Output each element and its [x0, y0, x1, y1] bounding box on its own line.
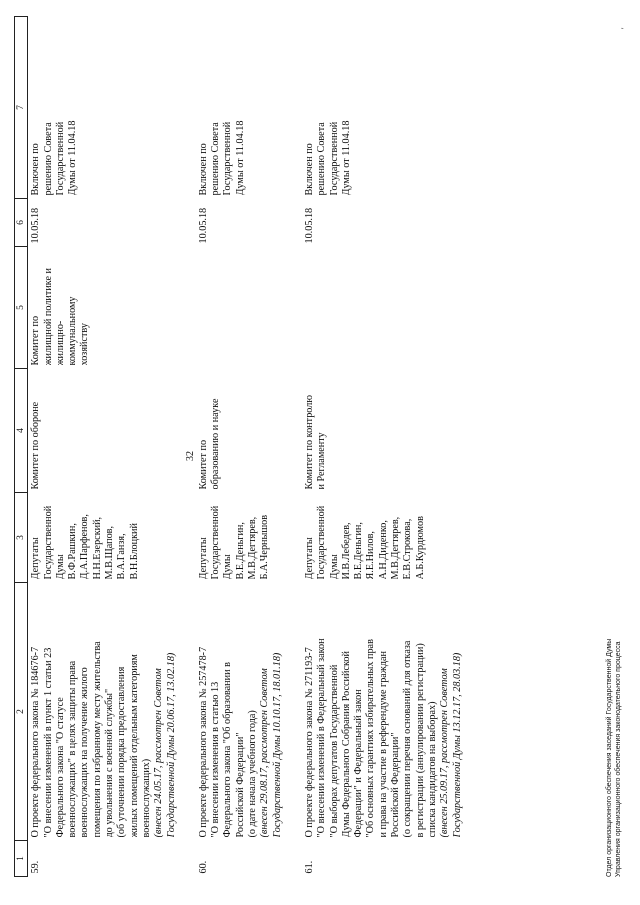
- item-number: 61.: [303, 860, 315, 874]
- initiator-line: Д.А.Парфенов,: [79, 514, 91, 580]
- note-line: Думы от 11.04.18: [340, 120, 352, 196]
- initiator-line: В.Н.Блоцкий: [128, 523, 140, 580]
- initiator-line: Государственной: [42, 505, 54, 580]
- bill-text-line: Российской Федерации": [234, 732, 246, 838]
- committee-line: Комитет по обороне: [30, 401, 42, 490]
- bill-description: [292, 583, 472, 841]
- bill-text-line: Федерации" и Федеральный закон: [353, 689, 365, 838]
- initiator-line: А.Н.Диденко,: [377, 520, 389, 580]
- bill-status-line: (внесен 24.05.17, рассмотрен Советом: [153, 668, 165, 838]
- initiator-line: И.В.Лебедев,: [340, 522, 352, 580]
- coexec-line: коммунальному: [67, 296, 79, 366]
- column-header: 1: [15, 841, 28, 877]
- note-line: решению Совета: [210, 122, 222, 196]
- initiators: [186, 493, 292, 583]
- consideration-date: 10.05.18: [30, 207, 42, 244]
- note-line: Думы от 11.04.18: [234, 120, 246, 196]
- note: [292, 17, 472, 199]
- initiator-line: Думы: [328, 554, 340, 580]
- co-executor-committee: [28, 247, 186, 369]
- note-line: Государственной: [222, 121, 234, 196]
- bill-text-line: (об уточнении порядка предоставления: [116, 666, 128, 838]
- bill-text-line: Федерального закона "Об образовании в: [222, 662, 234, 838]
- bill-text-line: "Об основных гарантиях избирательных прав: [365, 639, 377, 838]
- initiator-line: Государственной: [316, 505, 328, 580]
- bill-text-line: военнослужащих): [140, 758, 152, 838]
- column-header: 7: [15, 17, 28, 199]
- initiator-line: Думы: [222, 554, 234, 580]
- item-number: 60.: [197, 860, 209, 874]
- agenda-row: [186, 17, 292, 877]
- initiator-line: В.А.Ганзя,: [116, 533, 128, 580]
- bill-text-line: в регистрации (аннулировании регистрации): [414, 643, 426, 838]
- coexec-line: жилищно-: [54, 320, 66, 366]
- responsible-committee: [292, 369, 472, 493]
- note-line: решению Совета: [316, 122, 328, 196]
- bill-text-line: О проекте федерального закона № 271193-7: [303, 647, 315, 838]
- initiator-line: Б.А.Чернышов: [259, 514, 271, 580]
- initiators: [292, 493, 472, 583]
- initiator-line: М.В.Щапов,: [104, 525, 116, 580]
- coexec-line: жилищной политике и: [42, 268, 54, 366]
- column-header: 4: [15, 369, 28, 493]
- consideration-date: 10.05.18: [197, 207, 209, 244]
- committee-line: Комитет по контролю: [303, 395, 315, 490]
- column-header: 6: [15, 199, 28, 247]
- column-header: 5: [15, 247, 28, 369]
- initiator-line: В.Е.Деньгин,: [353, 522, 365, 580]
- column-header: 2: [15, 583, 28, 841]
- bill-description: [186, 583, 292, 841]
- bill-text-line: "О внесении изменения в статью 13: [210, 681, 222, 838]
- coexec-line: хозяйству: [79, 323, 91, 366]
- bill-status-line: Государственной Думы 10.10.17, 18.01.18): [271, 652, 283, 838]
- column-header-row: [15, 17, 28, 877]
- bill-text-line: "О внесении изменений в Федеральный закон: [316, 638, 328, 838]
- note-line: решению Совета: [42, 122, 54, 196]
- initiator-line: М.В.Дегтярев,: [247, 516, 259, 580]
- bill-text-line: (о дате начала учебного года): [247, 710, 259, 838]
- initiator-line: Депутаты: [197, 537, 209, 580]
- bill-text-line: О проекте федерального закона № 184676-7: [30, 646, 42, 838]
- bill-status-line: Государственной Думы 13.12.17, 28.03.18): [451, 652, 463, 838]
- committee-line: Комитет по: [197, 439, 209, 490]
- bill-status-line: (внесен 29.08.17, рассмотрен Советом: [259, 668, 271, 838]
- bill-text-line: Думы Федерального Собрания Российской: [340, 651, 352, 838]
- bill-text-line: военнослужащих" в целях защиты права: [67, 660, 79, 838]
- agenda-table: [14, 16, 472, 877]
- bill-status-line: Государственной Думы 20.06.17, 13.02.18): [165, 652, 177, 838]
- initiator-line: Государственной: [210, 505, 222, 580]
- bill-text-line: до увольнения с военной службы": [104, 688, 116, 838]
- initiator-line: Н.Н.Езерский,: [91, 516, 103, 580]
- note-line: Государственной: [328, 121, 340, 196]
- committee-line: образованию и науке: [210, 398, 222, 490]
- note-line: Включен по: [30, 143, 42, 196]
- footer-line: Управления организационного обеспечения законодательного процесса: [615, 641, 622, 877]
- responsible-committee: [28, 369, 186, 493]
- initiator-line: А.Б.Курдюмов: [414, 516, 426, 580]
- bill-text-line: О проекте федерального закона № 257478-7: [197, 646, 209, 838]
- bill-status-line: (внесен 25.09.17, рассмотрен Советом: [439, 668, 451, 838]
- bill-text-line: военнослужащих на получение жилого: [79, 667, 91, 838]
- co-executor-committee: [292, 247, 472, 369]
- initiators: [28, 493, 186, 583]
- agenda-row: [28, 17, 186, 877]
- initiator-line: Я.Е.Нилов,: [365, 531, 377, 580]
- responsible-committee: [186, 369, 292, 493]
- bill-text-line: жилых помещений отдельным категориям: [128, 654, 140, 838]
- consideration-date: 10.05.18: [303, 207, 315, 244]
- bill-text-line: "О внесении изменений в пункт 1 статьи 23: [42, 647, 54, 838]
- footer: [605, 639, 623, 877]
- bill-text-line: помещения по избранному месту жительства: [91, 641, 103, 838]
- note: [186, 17, 292, 199]
- initiator-line: Депутаты: [303, 537, 315, 580]
- initiator-line: Депутаты: [30, 537, 42, 580]
- corner-mark: ': [620, 27, 629, 29]
- item-number: 59.: [30, 860, 42, 874]
- co-executor-committee: [186, 247, 292, 369]
- bill-text-line: "О выборах депутатов Государственной: [328, 664, 340, 838]
- bill-description: [28, 583, 186, 841]
- bill-text-line: и права на участие в референдуме граждан: [377, 651, 389, 838]
- note-line: Включен по: [303, 143, 315, 196]
- bill-text-line: Российской Федерации": [390, 732, 402, 838]
- initiator-line: В.Е.Деньгин,: [234, 522, 246, 580]
- committee-line: и Регламенту: [316, 432, 328, 490]
- agenda-row: [292, 17, 472, 877]
- initiator-line: Е.В.Строкова,: [402, 518, 414, 580]
- note-line: Государственной: [54, 121, 66, 196]
- bill-text-line: списка кандидатов на выборах): [426, 701, 438, 838]
- footer-line: Отдел организационного обеспечения заседаний Государственной Думы: [606, 638, 613, 877]
- initiator-line: В.Ф.Рашкин,: [67, 523, 79, 580]
- page-number: 32: [185, 451, 196, 461]
- initiator-line: М.В.Дегтярев,: [390, 516, 402, 580]
- column-header: 3: [15, 493, 28, 583]
- bill-text-line: Федерального закона "О статусе: [54, 697, 66, 838]
- note: [28, 17, 186, 199]
- coexec-line: Комитет по: [30, 315, 42, 366]
- initiator-line: Думы: [54, 554, 66, 580]
- note-line: Включен по: [197, 143, 209, 196]
- bill-text-line: (о сокращении перечня оснований для отказа: [402, 640, 414, 838]
- note-line: Думы от 11.04.18: [67, 120, 79, 196]
